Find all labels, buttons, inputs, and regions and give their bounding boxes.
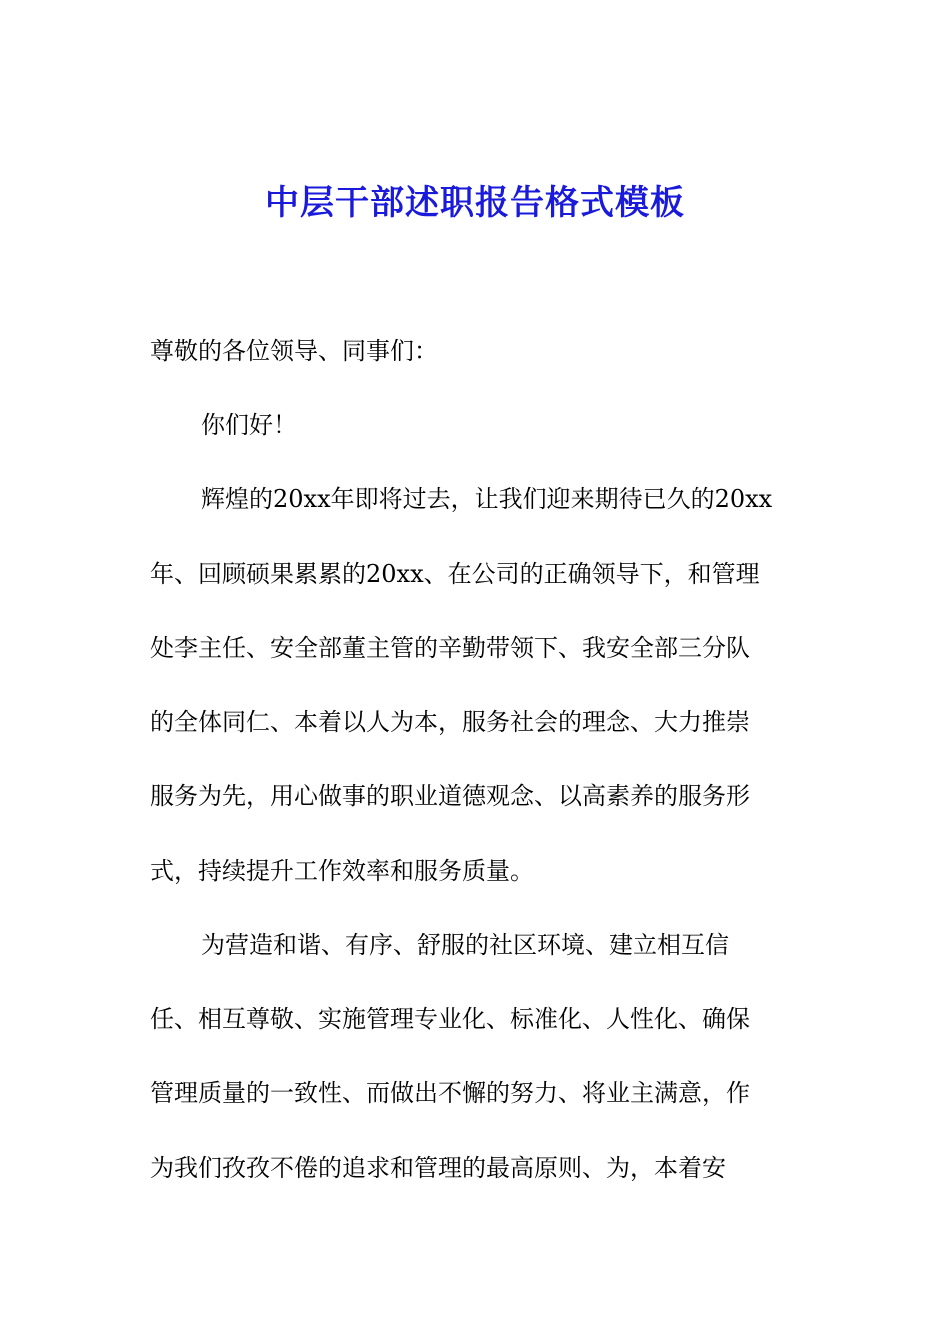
body-line: 处李主任、安全部董主管的辛勤带领下、我安全部三分队 (150, 634, 750, 662)
body-line: 式，持续提升工作效率和服务质量。 (150, 857, 534, 885)
body-line: 辉煌的20xx年即将过去，让我们迎来期待已久的20xx (201, 485, 773, 513)
body-line: 年、回顾硕果累累的20xx、在公司的正确领导下，和管理 (150, 560, 760, 588)
body-line: 服务为先，用心做事的职业道德观念、以高素养的服务形 (150, 782, 750, 810)
document-title: 中层干部述职报告格式模板 (265, 183, 685, 223)
body-line: 管理质量的一致性、而做出不懈的努力、将业主满意，作 (150, 1079, 750, 1107)
body-line: 任、相互尊敬、实施管理专业化、标准化、人性化、确保 (150, 1005, 750, 1033)
salutation-line: 尊敬的各位领导、同事们： (150, 337, 438, 365)
body-line: 为我们孜孜不倦的追求和管理的最高原则、为，本着安 (150, 1154, 726, 1182)
greeting-line: 你们好！ (201, 411, 297, 439)
body-line: 为营造和谐、有序、舒服的社区环境、建立相互信 (201, 931, 729, 959)
body-line: 的全体同仁、本着以人为本，服务社会的理念、大力推崇 (150, 708, 750, 736)
